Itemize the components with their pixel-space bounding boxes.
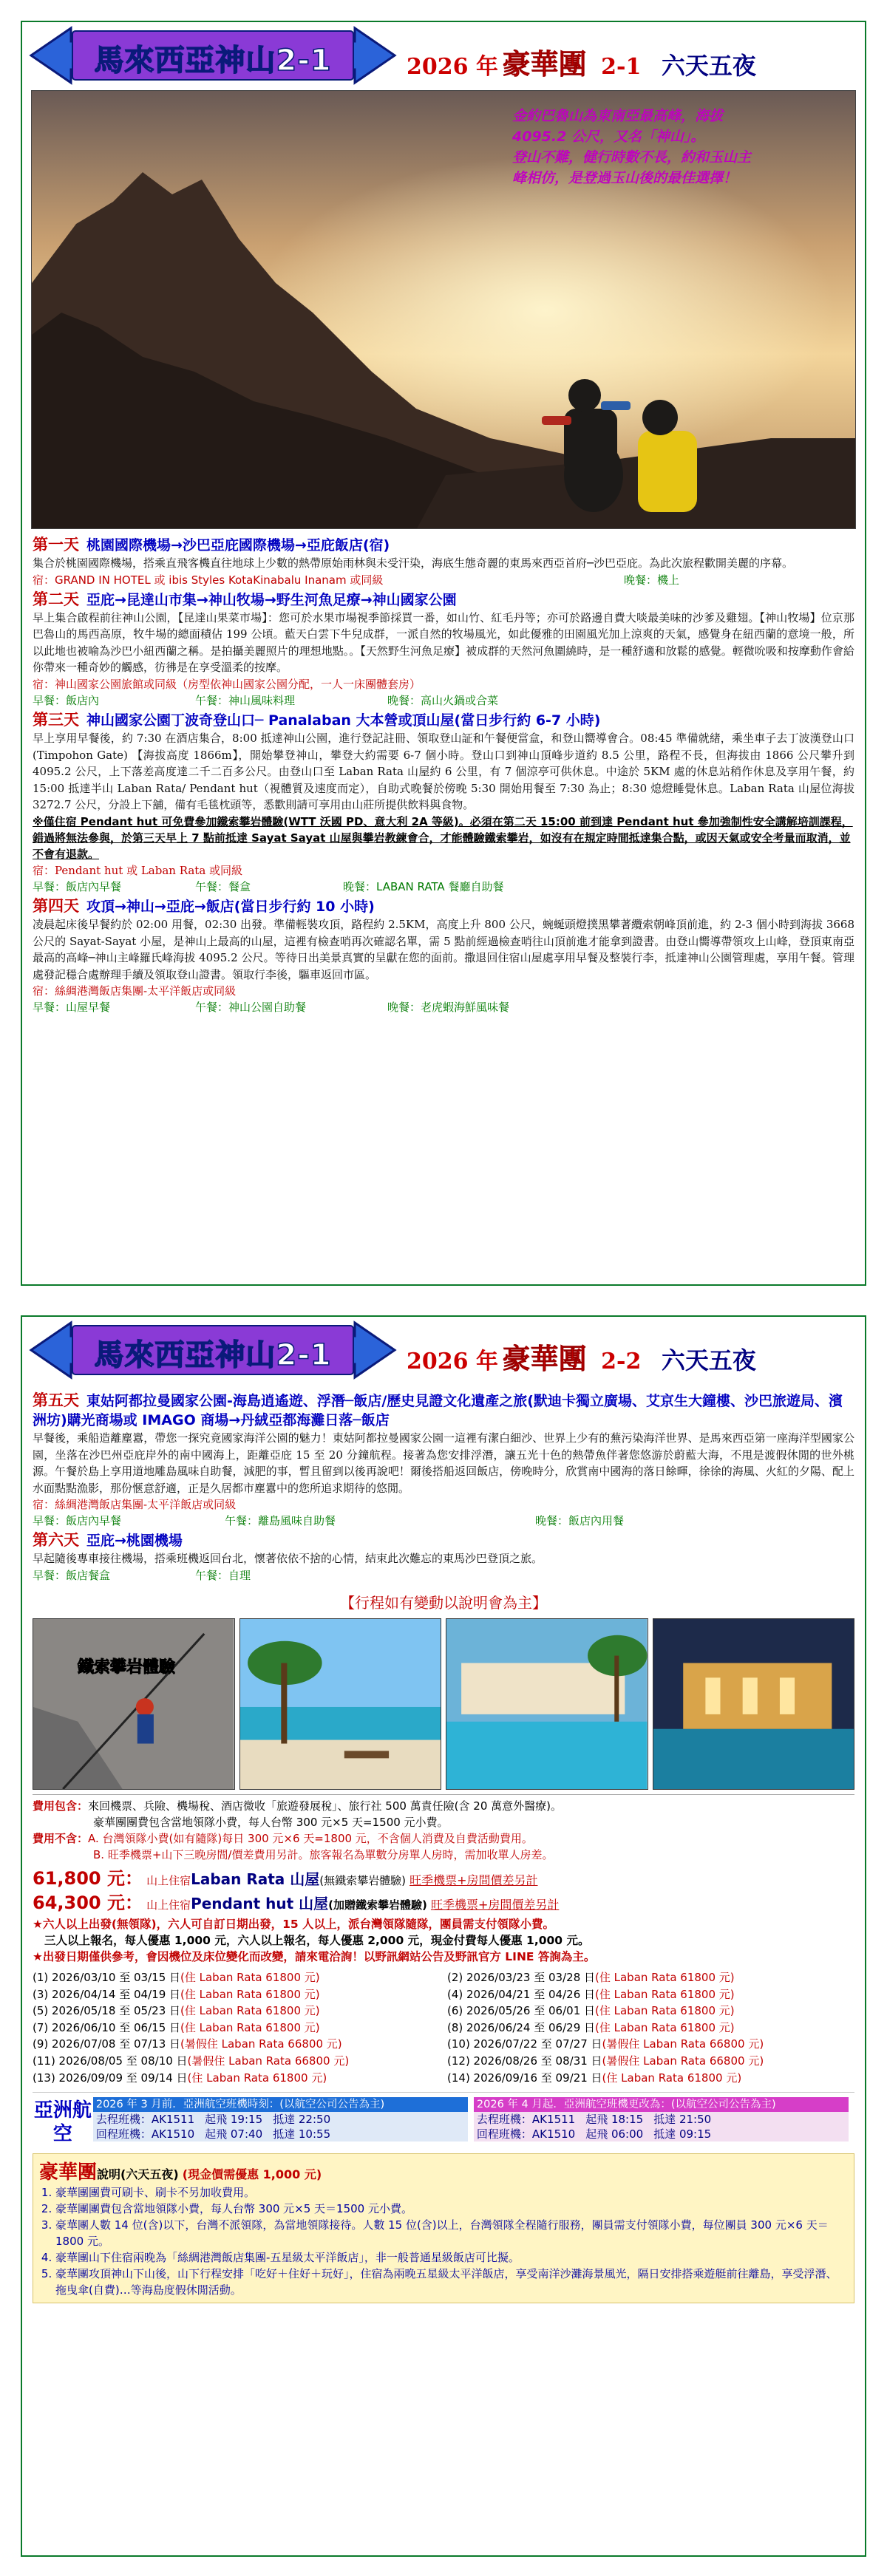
duration: 六天五夜 bbox=[661, 1346, 756, 1374]
explanation-promo: (現金價需優惠 1,000 元) bbox=[182, 2167, 322, 2182]
day-4-title bbox=[33, 896, 854, 916]
departure-rate: (暑假住 Laban Rata 66800 元) bbox=[602, 2037, 764, 2051]
flight-arrival: 抵達 09:15 bbox=[653, 2127, 712, 2141]
price-note: 旺季機票+房間價差另計 bbox=[409, 1873, 538, 1887]
departure-date-item bbox=[33, 2003, 440, 2020]
departure-rate: (住 Laban Rata 61800 元) bbox=[595, 2004, 735, 2018]
departure-date: (13) 2026/09/09 至 09/14 日 bbox=[33, 2071, 188, 2085]
year: 2026 年 bbox=[407, 54, 498, 80]
fee-section bbox=[33, 1794, 854, 1863]
price-hut: Pendant hut 山屋 bbox=[191, 1894, 329, 1912]
hero-caption-line: 登山不難，健行時數不長，約和玉山主 bbox=[512, 149, 752, 166]
flight-schedule-header: 2026 年 4 月起．亞洲航空班機更改為：(以航空公司公告為主) bbox=[474, 2097, 849, 2112]
lunch: 午餐：神山公園自助餐 bbox=[195, 1001, 307, 1015]
promo-line: ★出發日期僅供參考，會因機位及床位變化而改變，請來電洽詢！以野訊網站公告及野訊官方 LINE 答詢為主。 bbox=[33, 1949, 596, 1963]
departure-date-item bbox=[447, 1986, 854, 2003]
day-number: 第一天 bbox=[33, 536, 79, 553]
day-route: 神山國家公園丁波奇登山口─ Panalaban 大本營或頂山屋(當日步行約 6-7 小時) bbox=[86, 712, 601, 729]
day-1-stay-meals bbox=[33, 572, 854, 588]
flight-row bbox=[474, 2127, 849, 2141]
flight-departure: 起飛 07:40 bbox=[205, 2127, 263, 2141]
lunch: 午餐：神山風味料理 bbox=[195, 693, 296, 707]
part-number: 2-1 bbox=[601, 54, 642, 80]
departure-rate: (住 Laban Rata 61800 元) bbox=[595, 1970, 735, 1984]
flight-arrival: 抵達 21:50 bbox=[653, 2113, 712, 2127]
fee-included bbox=[33, 1798, 854, 1814]
departure-date: (2) 2026/03/23 至 03/28 日 bbox=[447, 1970, 596, 1984]
airline-section bbox=[33, 2092, 854, 2146]
hero-caption-line: 4095.2 公尺，又名「神山」。 bbox=[512, 129, 705, 145]
badge-title: 馬來西亞神山2-1 bbox=[94, 44, 332, 78]
itinerary-page-1 bbox=[22, 529, 865, 1015]
departure-date-item bbox=[447, 2053, 854, 2070]
header-title-group bbox=[407, 1336, 756, 1377]
departure-date-item bbox=[33, 2053, 440, 2070]
breakfast: 早餐：飯店內早餐 bbox=[33, 1514, 122, 1528]
photo-label: 鐵索攀岩體驗 bbox=[78, 1657, 176, 1677]
page-2 bbox=[21, 1315, 866, 2557]
price-row bbox=[33, 1892, 854, 1916]
day-5-stay: 宿：絲綢港灣飯店集團-太平洋飯店或同級 bbox=[33, 1498, 237, 1512]
departure-date: (14) 2026/09/16 至 09/21 日 bbox=[447, 2071, 602, 2085]
dinner: 晚餐：LABAN RATA 餐廳自助餐 bbox=[343, 879, 504, 893]
day-4-body: 凌晨起床後早餐約於 02:00 用餐，02:30 出發。準備輕裝攻頂，路程約 2.5KM，高度上升 800 公尺，蜿蜒頭燈撲黑攀著纜索朝峰頂前進，約 2-3 個小時到海拔 3668 公尺的 Sayat-Sayat 小屋，是神山上最高的山屋，這裡有檢查哨再次確認名單，需 5 點前經過檢查哨往山頂前進才能拿到證書。由登山嚮導帶領攻上山峰，登頂東南亞最高的高峰─神山主峰羅氏峰海拔 4095.2 公尺。等待日出美景真實的呈獻在您的面前。撒退回住宿山屋處享用早餐及整裝行李，抵達神山公園管理處，享用午餐。管理處發記穩合處辦理手續及領取登山證書。領取行李後，驅車返回市區。 bbox=[33, 917, 854, 981]
fee-excluded bbox=[33, 1830, 854, 1847]
departure-rate: (暑假住 Laban Rata 66800 元) bbox=[180, 2037, 342, 2051]
departure-date: (1) 2026/03/10 至 03/15 日 bbox=[33, 1970, 181, 1984]
departure-date-item bbox=[33, 2070, 440, 2087]
header-title-group bbox=[407, 41, 756, 82]
included-line: 來回機票、兵險、機場稅、酒店微收「旅遊發展稅」、旅行社 500 萬責任險(含 20 萬意外醫療)。 bbox=[88, 1799, 563, 1813]
day-number: 第五天 bbox=[33, 1391, 79, 1409]
breakfast: 早餐：飯店內早餐 bbox=[33, 879, 122, 893]
departure-date: (9) 2026/07/08 至 07/13 日 bbox=[33, 2037, 181, 2051]
departure-date-item bbox=[33, 1986, 440, 2003]
promo-line: ★六人以上出發(無領隊)，六人可自訂日期出發，15 人以上，派台灣領隊隨隊，團員需支付領隊小費。 bbox=[33, 1917, 555, 1931]
departure-date-item bbox=[447, 2036, 854, 2053]
departure-date: (6) 2026/05/26 至 06/01 日 bbox=[447, 2004, 596, 2018]
departure-rate: (暑假住 Laban Rata 66800 元) bbox=[602, 2054, 764, 2068]
day-2-body: 早上集合啟程前往神山公園，【昆達山果菜市場】：您可於水果市場視季節採買一番，如山竹、紅毛丹等；亦可於路邊自費大啖最美味的沙爹及雞翅。【神山牧場】位京那巴魯山的馬西高原，牧牛場的總面積佔 199 公頃。藍天白雲下牛兒成群，一派自然的牧場風光，如此優雅的田園風光加上涼爽的天氣，感覺身在紐西蘭的意境一般，所以此地也被喻為沙巴小紐西蘭之稱。是拍攝美麗照片的理想地點。。【天然野生河魚足療】被成群的天然河魚圍繞時，是一種舒適和放鬆的感覺。輕微吮吸和按摩動作會給你帶來一種奇妙的觸感，彷彿是在享受溫柔的按摩。 bbox=[33, 610, 854, 675]
tour-name: 豪華團 bbox=[502, 47, 587, 81]
departure-date: (3) 2026/04/14 至 04/19 日 bbox=[33, 1987, 181, 2001]
price-note: 旺季機票+房間價差另計 bbox=[430, 1897, 560, 1912]
photo-strip bbox=[33, 1618, 854, 1790]
day-6-meals bbox=[33, 1567, 854, 1584]
breakfast: 早餐：飯店餐盒 bbox=[33, 1568, 111, 1582]
page-1 bbox=[21, 21, 866, 1286]
lunch: 午餐：餐盒 bbox=[195, 879, 251, 893]
day-1-body: 集合於桃園國際機場，搭乘直飛客機直往地球上少數的熱帶原始雨林與未受汗染，海底生態奇麗的東馬來西亞首府─沙巴亞庇。為此次旅程歡開美麗的序幕。 bbox=[33, 556, 794, 570]
explanation-item: 5. 豪華團攻頂神山下山後，山下行程安排「吃好＋住好＋玩好」，住宿為兩晚五星級太平洋飯店，享受南洋沙灘海景風光，隔日安排搭乘遊艇前往離島，享受浮潛、拖曳傘(自費)…等海島度假休閒活動。 bbox=[55, 2266, 848, 2298]
flight-schedule-2 bbox=[474, 2097, 849, 2146]
flight-direction: 回程班機：AK1510 bbox=[95, 2127, 195, 2141]
hero-photo bbox=[31, 90, 856, 529]
day-2-meals bbox=[33, 692, 854, 709]
breakfast: 早餐：飯店內 bbox=[33, 693, 100, 707]
flight-schedule-1 bbox=[93, 2097, 468, 2146]
via-ferrata-photo bbox=[33, 1618, 235, 1790]
excluded-label: 費用不含： bbox=[33, 1831, 89, 1845]
explanation-item: 4. 豪華團山下住宿兩晚為「絲綢港灣飯店集團-五星級太平洋飯店」，非一般普通星級飯店可比擬。 bbox=[55, 2249, 848, 2266]
price-amount: 64,300 元： bbox=[33, 1892, 143, 1913]
day-3-stay: 宿：Pendant hut 或 Laban Rata 或同級 bbox=[33, 863, 243, 877]
flight-departure: 起飛 19:15 bbox=[205, 2113, 263, 2127]
day-1-stay: 宿：GRAND IN HOTEL 或 ibis Styles KotaKinabalu Inanam 或同級 bbox=[33, 573, 384, 587]
day-number: 第三天 bbox=[33, 710, 79, 729]
beach-photo bbox=[239, 1618, 442, 1790]
dinner: 晚餐：高山火鍋或合菜 bbox=[387, 693, 499, 707]
price-section bbox=[33, 1867, 854, 1916]
tour-name: 豪華團 bbox=[502, 1342, 587, 1375]
flight-departure: 起飛 06:00 bbox=[585, 2127, 644, 2141]
day-number: 第六天 bbox=[33, 1531, 79, 1550]
departure-rate: (暑假住 Laban Rata 66800 元) bbox=[187, 2054, 350, 2068]
included-label: 費用包含： bbox=[33, 1799, 89, 1813]
excluded-line: A. 台灣領隊小費(如有隨隊)每日 300 元×6 天=1800 元，不含個人消費及自費活動費用。 bbox=[88, 1831, 533, 1845]
itinerary-change-note: 【行程如有變動以說明會為主】 bbox=[340, 1593, 547, 1612]
departure-date: (5) 2026/05/18 至 05/23 日 bbox=[33, 2004, 181, 2018]
hero-caption bbox=[512, 106, 837, 188]
departure-rate: (住 Laban Rata 61800 元) bbox=[180, 2020, 320, 2034]
departure-date: (7) 2026/06/10 至 06/15 日 bbox=[33, 2020, 181, 2034]
dinner: 晚餐：飯店內用餐 bbox=[535, 1514, 625, 1528]
flight-direction: 去程班機：AK1511 bbox=[476, 2113, 576, 2127]
day-1-dinner: 晚餐：機上 bbox=[624, 573, 680, 587]
departure-rate: (住 Laban Rata 61800 元) bbox=[187, 2071, 327, 2085]
lunch: 午餐：離島風味自助餐 bbox=[225, 1514, 336, 1528]
departure-date-item bbox=[447, 2003, 854, 2020]
day-number: 第四天 bbox=[33, 896, 79, 915]
departure-date: (12) 2026/08/26 至 08/31 日 bbox=[447, 2054, 602, 2068]
lunch: 午餐：自理 bbox=[195, 1568, 251, 1582]
explanation-item: 2. 豪華團團費包含當地領隊小費，每人台幣 300 元×5 天＝1500 元小費。 bbox=[55, 2201, 848, 2217]
day-route: 攻頂→神山→亞庇→飯店(當日步行約 10 小時) bbox=[86, 898, 375, 915]
hotel-night-photo bbox=[653, 1618, 855, 1790]
day-5-meals bbox=[33, 1513, 854, 1529]
flight-direction: 回程班機：AK1510 bbox=[476, 2127, 576, 2141]
explanation-item: 1. 豪華團團費可刷卡、刷卡不另加收費用。 bbox=[55, 2184, 848, 2201]
day-2-title bbox=[33, 590, 854, 610]
day-route: 東姑阿都拉曼國家公園-海島逍遙遊、浮潛─飯店/歷史見證文化遺產之旅(默迪卡獨立廣場、艾京生大鐘樓、沙巴旅遊局、濱洲坊)購光商場或 IMAGO 商場→丹絨亞都海灘日落─飯店 bbox=[33, 1393, 843, 1428]
duration: 六天五夜 bbox=[661, 52, 756, 80]
day-route: 亞庇→桃園機場 bbox=[86, 1533, 183, 1550]
hero-caption-line: 金約巴魯山為東南亞最高峰，海拔 bbox=[512, 108, 724, 124]
flight-row bbox=[474, 2112, 849, 2127]
package-explanation bbox=[33, 2153, 854, 2303]
day-6-body: 早起隨後專車接往機場，搭乘班機返回台北，懷著依依不捨的心情，結束此次難忘的東馬沙巴登頂之旅。 bbox=[33, 1552, 543, 1566]
day-route: 亞庇→昆達山市集→神山牧場→野生河魚足療→神山國家公園 bbox=[86, 591, 457, 608]
explanation-tour-name: 豪華團 bbox=[39, 2161, 98, 2184]
day-5-body: 早餐後，乘船造離塵囂，帶您一探究竟國家海洋公園的魅力！東姑阿都拉曼國家公園一這裡有潔白細沙、世界上少有的蕪污染海洋世界、是馬來西亞第一座海洋型國家公園，坐落在沙巴州亞庇岸外的南中國海上，距離亞庇 15 至 20 分鐘航程。接著為您安排浮潛，讓五光十色的熱帶魚伴著您悠游於蔚藍大海，不甩是渡假休閒的世外桃源。午餐於島上享用道地雕島風味自助餐，減肥的事，暫且留到以後再說吧！爾後搭船返回飯店，傍晚時分，欣賞南中國海的落日餘暉，徐徐的海風、火紅的夕陽、配上水面點點漁影，那份愜意舒適，正是久居都市塵囂中的您所追求期待的悠閒。 bbox=[33, 1431, 854, 1495]
day-route: 桃園國際機場→沙巴亞庇國際機場→亞庇飯店(宿) bbox=[86, 537, 390, 553]
promo-line: 三人以上報名，每人優惠 1,000 元，六人以上報名，每人優惠 2,000 元，現金付費每人優惠 1,000 元。 bbox=[44, 1933, 590, 1947]
explanation-heading bbox=[39, 2157, 848, 2184]
departure-date-item bbox=[33, 1969, 440, 1986]
day-3-notice: ※僅住宿 Pendant hut 可免費參加鐵索攀岩體驗(WTT 沃國 PD、意大利 2A 等級)。必須在第二天 15:00 前到達 Pendant hut 參加強制性安全講解培訓課程，錯過將無法參與，於第三天早上 7 點前抵達 Sayat Sayat 山屋與攀岩教練會合，才能體驗鐵索攀岩，如沒有在規定時間抵達集合點，或因天氣或安全考量而取消，並不會有退款。 bbox=[33, 814, 853, 861]
flight-row bbox=[93, 2127, 468, 2141]
departure-date: (8) 2026/06/24 至 06/29 日 bbox=[447, 2020, 596, 2034]
promo-section bbox=[33, 1916, 854, 1965]
price-prefix: 山上住宿 bbox=[146, 1873, 191, 1887]
year: 2026 年 bbox=[407, 1349, 498, 1374]
day-3-meals bbox=[33, 879, 854, 895]
flight-schedule-header: 2026 年 3 月前．亞洲航空班機時刻：(以航空公司公告為主) bbox=[93, 2097, 468, 2112]
departure-rate: (住 Laban Rata 61800 元) bbox=[180, 2004, 320, 2018]
departure-dates bbox=[33, 1969, 854, 2086]
flight-direction: 去程班機：AK1511 bbox=[95, 2113, 195, 2127]
price-hut: Laban Rata 山屋 bbox=[191, 1870, 320, 1888]
price-extra: (無鐵索攀岩體驗) bbox=[319, 1873, 406, 1887]
page-1-header bbox=[22, 22, 865, 90]
departure-rate: (住 Laban Rata 61800 元) bbox=[180, 1987, 320, 2001]
page-2-header bbox=[22, 1317, 865, 1385]
included-line: 豪華團團費包含當地領隊小費，每人台幣 300 元×5 天=1500 元小費。 bbox=[93, 1815, 449, 1829]
departure-date-item bbox=[33, 2020, 440, 2037]
departure-date-item bbox=[33, 2036, 440, 2053]
day-number: 第二天 bbox=[33, 590, 79, 608]
price-prefix: 山上住宿 bbox=[146, 1898, 191, 1912]
flight-arrival: 抵達 22:50 bbox=[273, 2113, 331, 2127]
title-badge bbox=[28, 25, 398, 86]
badge-title: 馬來西亞神山2-1 bbox=[94, 1338, 332, 1372]
day-2-stay: 宿：神山國家公園旅館或同級（房型依神山國家公園分配，一人一床團體套房） bbox=[33, 677, 421, 691]
departure-rate: (住 Laban Rata 61800 元) bbox=[595, 1987, 735, 2001]
departure-rate: (住 Laban Rata 61800 元) bbox=[180, 1970, 320, 1984]
explanation-list bbox=[39, 2184, 848, 2298]
day-4-stay: 宿：絲綢港灣飯店集團-太平洋飯店或同級 bbox=[33, 984, 237, 998]
day-4-meals bbox=[33, 999, 854, 1015]
day-6-title bbox=[33, 1530, 854, 1550]
price-amount: 61,800 元： bbox=[33, 1867, 143, 1889]
day-3-title bbox=[33, 710, 854, 730]
departure-date-item bbox=[447, 1969, 854, 1986]
price-row bbox=[33, 1867, 854, 1892]
resort-pool-photo bbox=[446, 1618, 648, 1790]
breakfast: 早餐：山屋早餐 bbox=[33, 1001, 111, 1015]
flight-row bbox=[93, 2112, 468, 2127]
airline-name: 亞洲航空 bbox=[33, 2099, 92, 2146]
price-extra: (加贈鐵索攀岩體驗) bbox=[328, 1898, 427, 1912]
excluded-line: B. 旺季機票+山下三晚房間/價差費用另計。旅客報名為單數分房單人房時，需加收單人房差。 bbox=[93, 1847, 554, 1861]
explanation-subtitle: 說明(六天五夜) bbox=[97, 2167, 179, 2182]
departure-date-item bbox=[447, 2020, 854, 2037]
departure-date: (10) 2026/07/22 至 07/27 日 bbox=[447, 2037, 602, 2051]
part-number: 2-2 bbox=[601, 1349, 642, 1374]
departure-rate: (住 Laban Rata 61800 元) bbox=[595, 2020, 735, 2034]
departure-date-item bbox=[447, 2070, 854, 2087]
day-1-title bbox=[33, 535, 854, 555]
departure-date: (4) 2026/04/21 至 04/26 日 bbox=[447, 1987, 596, 2001]
itinerary-page-2 bbox=[22, 1385, 865, 2303]
departure-date: (11) 2026/08/05 至 08/10 日 bbox=[33, 2054, 188, 2068]
departure-rate: (住 Laban Rata 61800 元) bbox=[602, 2071, 742, 2085]
flight-arrival: 抵達 10:55 bbox=[273, 2127, 331, 2141]
explanation-item: 3. 豪華團人數 14 位(含)以下，台灣不派領隊，為當地領隊接待。人數 15 位(含)以上，台灣領隊全程隨行服務，團員需支付領隊小費，每位團員 300 元×6 天＝1800 元。 bbox=[55, 2217, 848, 2249]
dinner: 晚餐：老虎蝦海鮮風味餐 bbox=[387, 1001, 510, 1015]
day-3-body: 早上享用早餐後，約 7:30 在酒店集合，8:00 抵達神山公園，進行登記註冊、領取登山証和午餐便當盒，和登山嚮導會合。08:45 準備就緒，乘坐車子去丁波漢登山口 (Timpohon Gate) 【海拔高度 1866m】，開始攀登神山，攀登大約需要 6-7 個小時。登山口到神山頂峰步道約 8.5 公里，路程不長，但海拔由 1866 公尺攀升到 4095.2 公尺，上下落差高度達二千二百多公尺。由登山口至 Laban Rata 山屋約 6 公里，有 7 個涼亭可供休息。中途於 5KM 處的休息站稍作休息及享用午餐，約 15:00 抵達半山 Laban Rata/ Pendant hut（視體質及速度而定），自助式晚餐於傍晚 5:30 開始用餐至 7:30 為止；8:30 熄燈睡覺休息。Laban Rata 山屋位海拔 3272.7 公尺，分設上下舖，備有毛毯枕頭等，悉歡則請可享用由山莊所提供飲料與食物。 bbox=[33, 731, 854, 812]
hero-caption-line: 峰相仿，是登過玉山後的最佳選擇！ bbox=[512, 170, 738, 186]
title-badge bbox=[28, 1320, 398, 1380]
flight-departure: 起飛 18:15 bbox=[585, 2113, 644, 2127]
day-5-title bbox=[33, 1391, 854, 1430]
